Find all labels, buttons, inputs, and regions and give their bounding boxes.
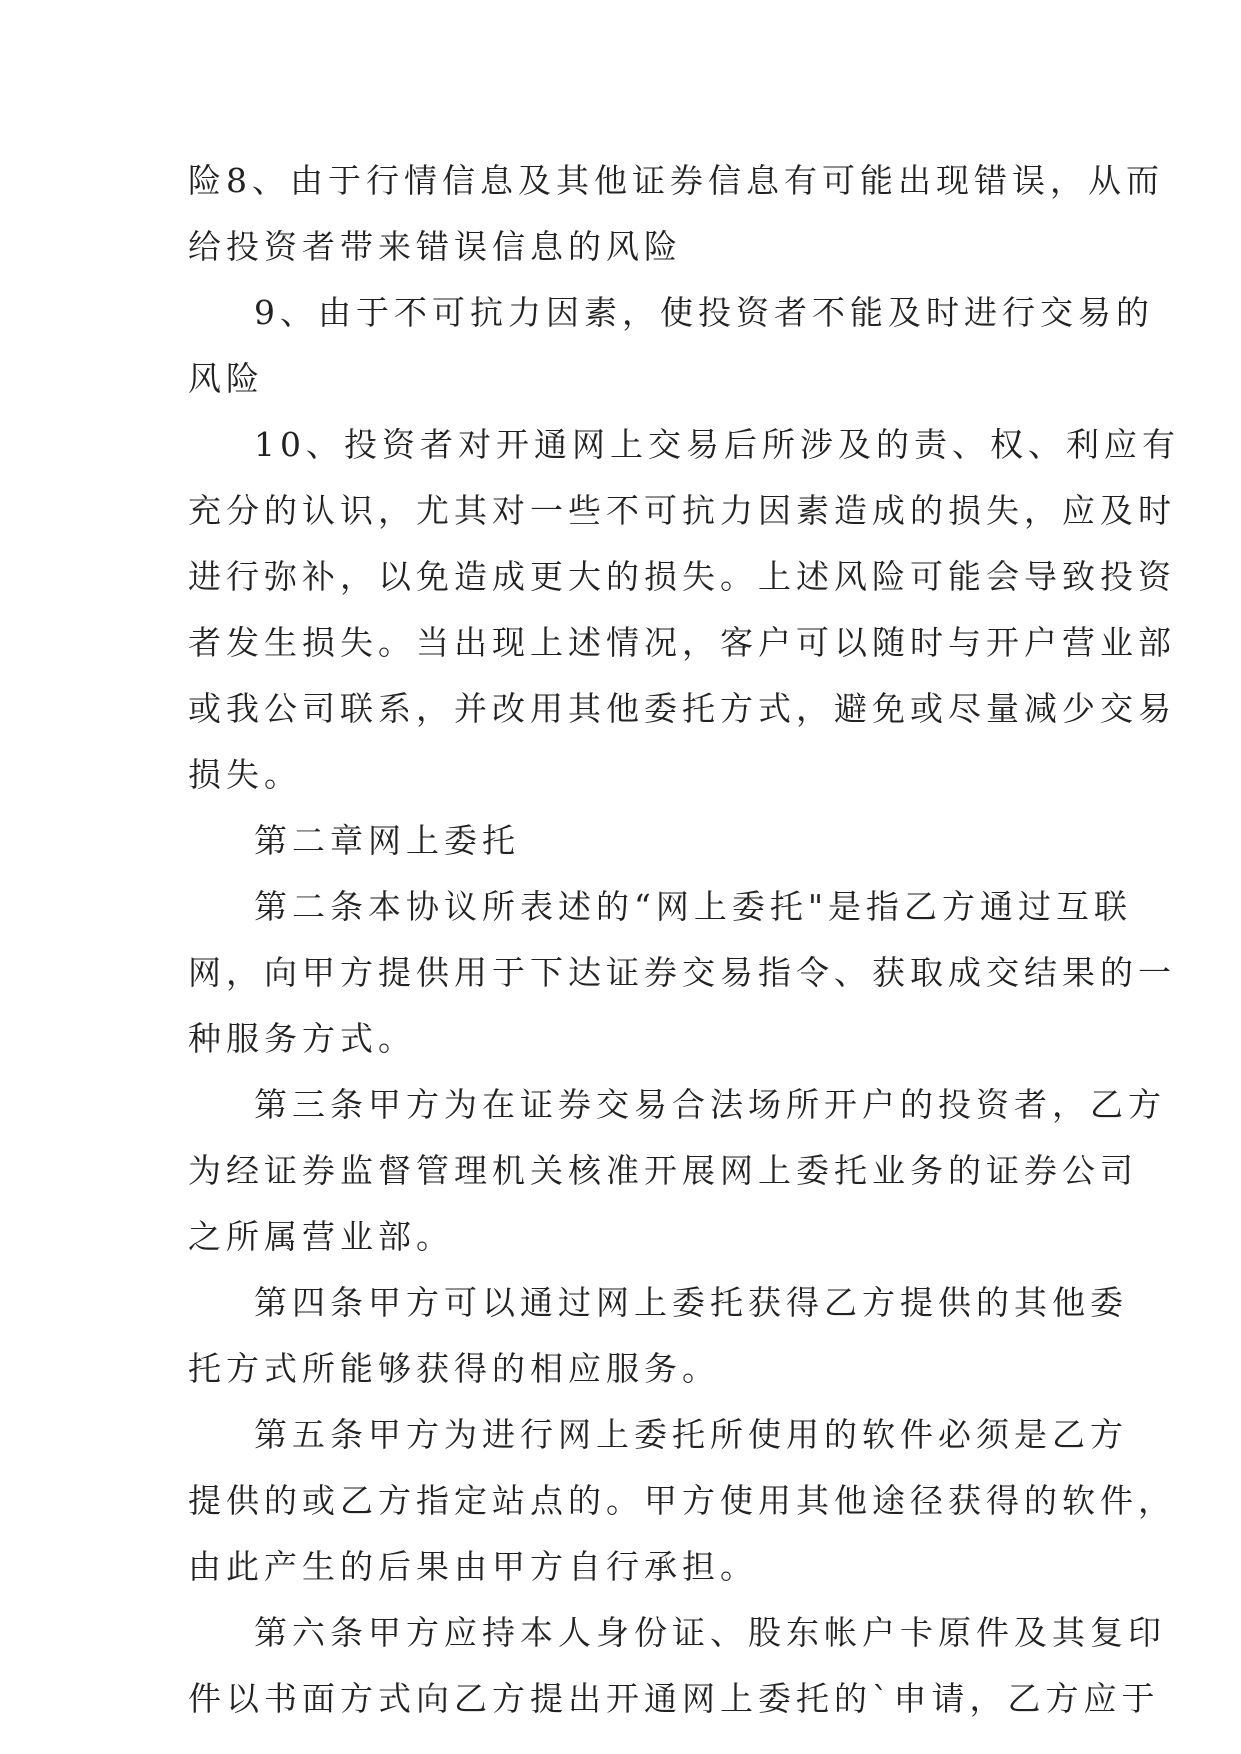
text-line: 件以书面方式向乙方提出开通网上委托的`申请，乙方应于	[188, 1679, 1160, 1718]
text-line: 网，向甲方提供用于下达证券交易指令、获取成交结果的一	[188, 953, 1176, 992]
text-line: 第三条甲方为在证券交易合法场所开户的投资者，乙方	[254, 1085, 1166, 1124]
text-line: 损失。	[188, 755, 302, 794]
text-line: 提供的或乙方指定站点的。甲方使用其他途径获得的软件，	[188, 1481, 1176, 1520]
text-line: 第四条甲方可以通过网上委托获得乙方提供的其他委	[254, 1283, 1128, 1322]
text-line: 9、由于不可抗力因素，使投资者不能及时进行交易的	[254, 293, 1154, 332]
text-line: 10、投资者对开通网上交易后所涉及的责、权、利应有	[254, 425, 1180, 464]
text-line: 风险	[188, 359, 264, 398]
text-line: 给投资者带来错误信息的风险	[188, 227, 682, 266]
text-line: 第五条甲方为进行网上委托所使用的软件必须是乙方	[254, 1415, 1128, 1454]
text-line: 或我公司联系，并改用其他委托方式，避免或尽量减少交易	[188, 689, 1176, 728]
text-line: 为经证券监督管理机关核准开展网上委托业务的证券公司	[188, 1151, 1138, 1190]
chapter-heading: 第二章网上委托	[254, 821, 520, 860]
text-line: 第二条本协议所表述的“网上委托"是指乙方通过互联	[254, 887, 1133, 926]
text-line: 托方式所能够获得的相应服务。	[188, 1349, 720, 1388]
text-line: 者发生损失。当出现上述情况，客户可以随时与开户营业部	[188, 623, 1176, 662]
text-line: 种服务方式。	[188, 1019, 416, 1058]
text-line: 险8、由于行情信息及其他证券信息有可能出现错误，从而	[188, 161, 1164, 200]
text-line: 由此产生的后果由甲方自行承担。	[188, 1547, 758, 1586]
text-line: 之所属营业部。	[188, 1217, 454, 1256]
text-line: 充分的认识，尤其对一些不可抗力因素造成的损失，应及时	[188, 491, 1176, 530]
text-line: 进行弥补，以免造成更大的损失。上述风险可能会导致投资	[188, 557, 1176, 596]
text-line: 第六条甲方应持本人身份证、股东帐户卡原件及其复印	[254, 1613, 1166, 1652]
document-body	[188, 148, 1180, 1732]
